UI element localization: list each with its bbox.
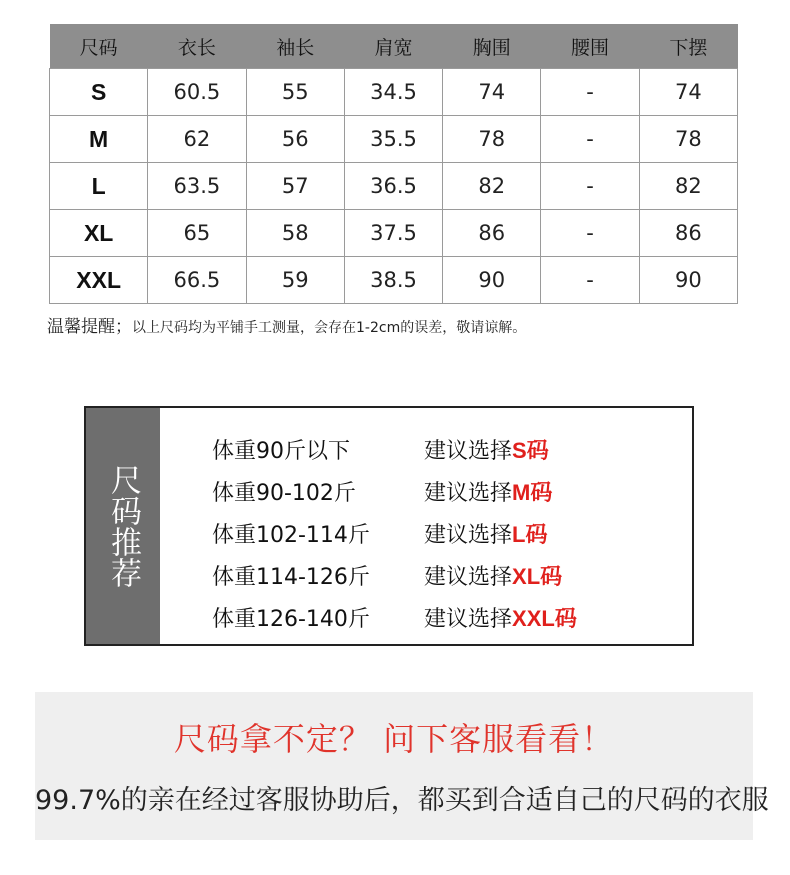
size-cell: M <box>50 116 148 163</box>
header-sleeve: 袖长 <box>246 24 344 69</box>
shoulder-cell: 35.5 <box>344 116 442 163</box>
header-shoulder: 肩宽 <box>344 24 442 69</box>
length-cell: 62 <box>148 116 246 163</box>
recommendation-row <box>212 434 672 464</box>
waist-cell: - <box>541 116 639 163</box>
recommendation-row <box>212 476 672 506</box>
hem-cell: 82 <box>639 163 737 210</box>
shoulder-cell: 38.5 <box>344 257 442 304</box>
sleeve-cell: 57 <box>246 163 344 210</box>
recommended-size: XL <box>512 564 541 589</box>
size-advice <box>424 434 549 465</box>
table-row <box>50 116 738 163</box>
chest-cell: 82 <box>443 163 541 210</box>
size-cell: L <box>50 163 148 210</box>
waist-cell: - <box>541 163 639 210</box>
advice-prefix: 建议选择 <box>424 565 513 590</box>
recommended-size: XXL <box>512 606 555 631</box>
chest-cell: 86 <box>443 210 541 257</box>
advice-prefix: 建议选择 <box>424 607 513 632</box>
recommendation-row <box>212 518 672 548</box>
size-advice <box>424 560 562 591</box>
note-lead: 温馨提醒； <box>47 317 132 337</box>
size-recommendation-box <box>84 406 694 646</box>
table-row <box>50 163 738 210</box>
waist-cell: - <box>541 69 639 116</box>
length-cell: 65 <box>148 210 246 257</box>
sleeve-cell: 55 <box>246 69 344 116</box>
advice-suffix: 码 <box>525 522 548 547</box>
recommended-size: S <box>512 438 527 463</box>
sleeve-cell: 58 <box>246 210 344 257</box>
banner-title: 尺码拿不定？ 问下客服看看！ <box>173 720 615 758</box>
hem-cell: 78 <box>639 116 737 163</box>
header-chest: 胸围 <box>443 24 541 69</box>
shoulder-cell: 36.5 <box>344 163 442 210</box>
sleeve-cell: 56 <box>246 116 344 163</box>
hem-cell: 86 <box>639 210 737 257</box>
header-waist: 腰围 <box>541 24 639 69</box>
size-chart-table <box>49 24 738 304</box>
weight-range: 体重126-140斤 <box>212 607 370 632</box>
length-cell: 60.5 <box>148 69 246 116</box>
size-advice <box>424 602 577 633</box>
table-row <box>50 210 738 257</box>
size-advice <box>424 476 552 507</box>
weight-range: 体重102-114斤 <box>212 523 370 548</box>
weight-range: 体重90斤以下 <box>212 439 350 464</box>
header-length: 衣长 <box>148 24 246 69</box>
advice-prefix: 建议选择 <box>424 523 513 548</box>
size-advice <box>424 518 547 549</box>
waist-cell: - <box>541 210 639 257</box>
note-text: 以上尺码均为平铺手工测量，会存在1-2cm的误差，敬请谅解。 <box>132 320 527 336</box>
recommended-size: M <box>512 480 531 505</box>
advice-suffix: 码 <box>554 606 577 631</box>
advice-suffix: 码 <box>526 438 549 463</box>
chest-cell: 74 <box>443 69 541 116</box>
advice-prefix: 建议选择 <box>424 481 513 506</box>
recommended-size: L <box>512 522 526 547</box>
advice-prefix: 建议选择 <box>424 439 513 464</box>
size-chart-header-row <box>50 24 738 69</box>
size-cell: XXL <box>50 257 148 304</box>
measurement-note <box>47 312 526 337</box>
recommendation-row <box>212 602 672 632</box>
size-cell: XL <box>50 210 148 257</box>
chest-cell: 90 <box>443 257 541 304</box>
recommendation-row <box>212 560 672 590</box>
hem-cell: 74 <box>639 69 737 116</box>
advice-suffix: 码 <box>530 480 553 505</box>
sleeve-cell: 59 <box>246 257 344 304</box>
shoulder-cell: 34.5 <box>344 69 442 116</box>
shoulder-cell: 37.5 <box>344 210 442 257</box>
side-label-text: 尺码推荐 <box>105 464 141 588</box>
table-row <box>50 257 738 304</box>
hem-cell: 90 <box>639 257 737 304</box>
weight-range: 体重114-126斤 <box>212 565 370 590</box>
advice-suffix: 码 <box>540 564 563 589</box>
length-cell: 63.5 <box>148 163 246 210</box>
waist-cell: - <box>541 257 639 304</box>
header-hem: 下摆 <box>639 24 737 69</box>
length-cell: 66.5 <box>148 257 246 304</box>
table-row <box>50 69 738 116</box>
banner-subtitle: 99.7%的亲在经过客服协助后，都买到合适自己的尺码的衣服 <box>35 785 769 816</box>
header-size: 尺码 <box>50 24 148 69</box>
size-cell: S <box>50 69 148 116</box>
chest-cell: 78 <box>443 116 541 163</box>
recommendation-side-label <box>86 408 160 644</box>
customer-service-banner <box>35 692 769 840</box>
weight-range: 体重90-102斤 <box>212 481 356 506</box>
